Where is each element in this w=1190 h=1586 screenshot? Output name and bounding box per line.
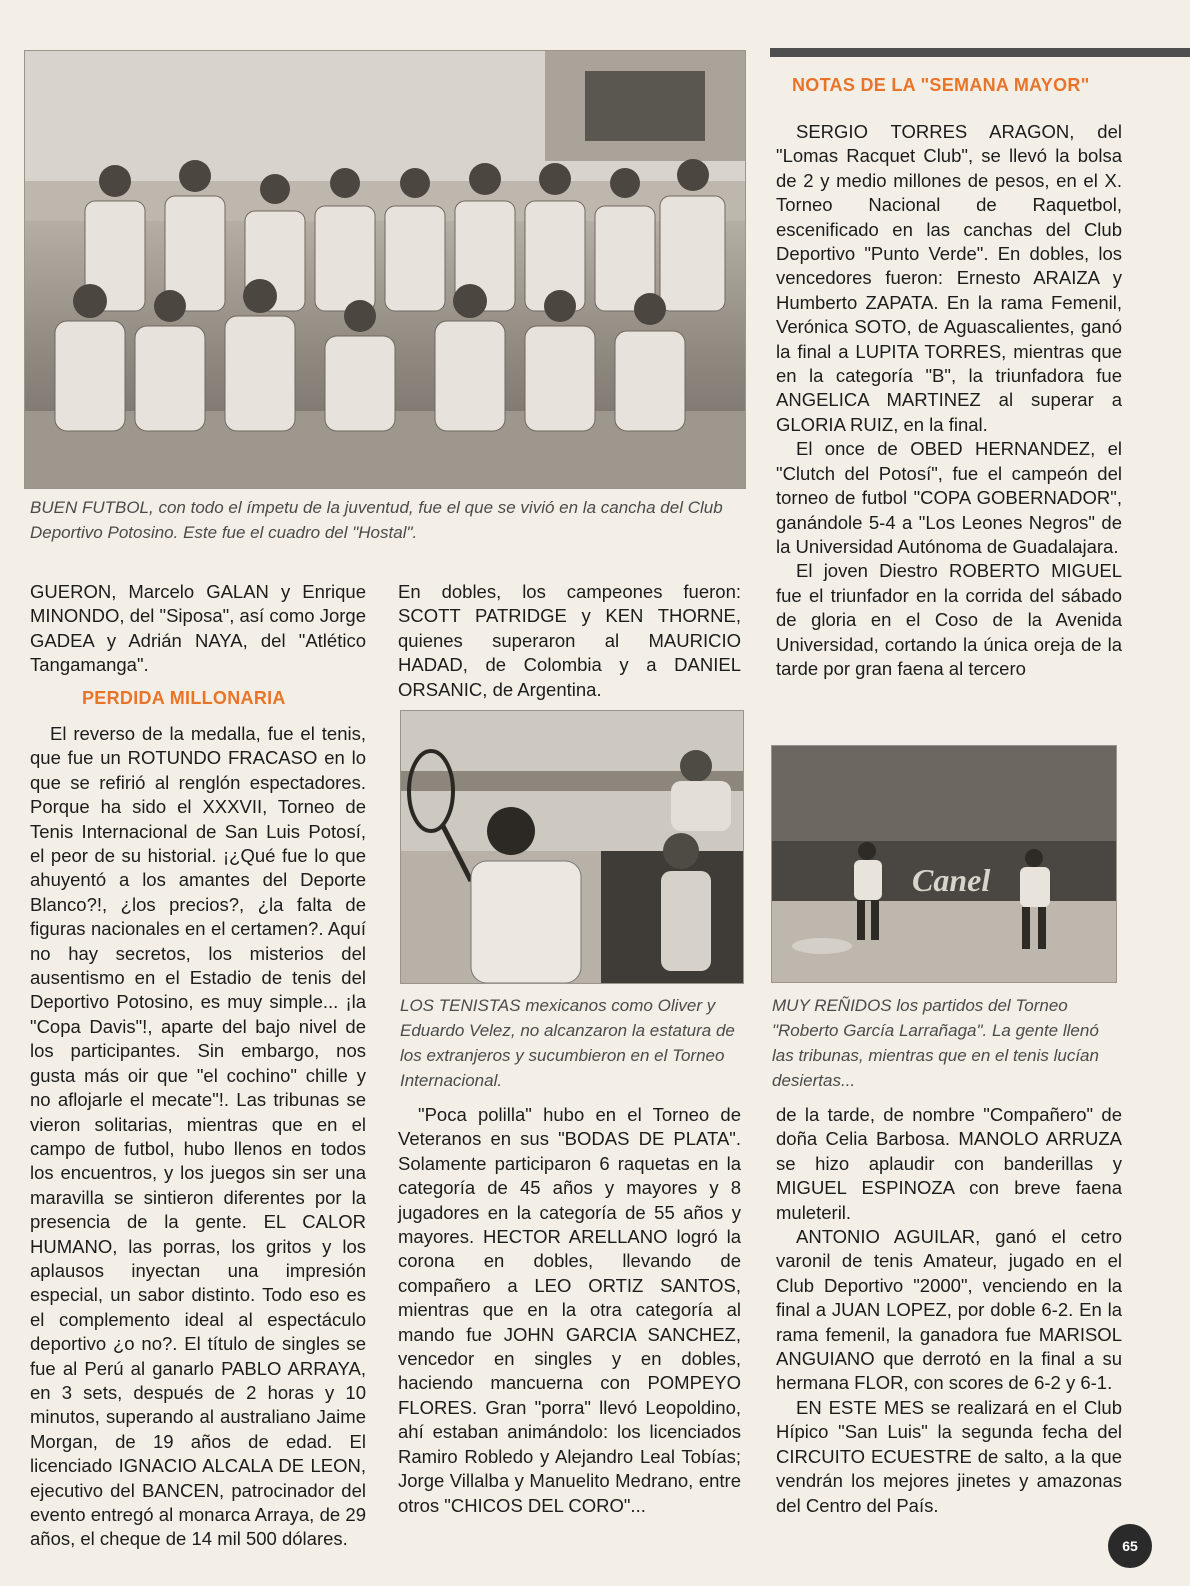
tennis-photo bbox=[400, 710, 744, 984]
column-1-top bbox=[30, 580, 366, 678]
article-text: GUERON, Marcelo GALAN y Enrique MINONDO, del "Siposa", así como Jorge GADEA y Adrián NAYA, del "Atlético Tangamanga". bbox=[30, 581, 366, 676]
tennis-photo-caption: LOS TENISTAS mexicanos como Oliver y Eduardo Velez, no alcanzaron la estatura de los extranjeros y sucumbieron en el Torneo Internacional. bbox=[400, 996, 735, 1090]
article-text: En dobles, los campeones fueron: SCOTT PATRIDGE y KEN THORNE, quienes superaron al MAURICIO HADAD, de Colombia y a DANIEL ORSANIC, de Argentina. bbox=[398, 581, 741, 700]
article-text: SERGIO TORRES ARAGON, del "Lomas Racquet Club", se llevó la bolsa de 2 y medio millones de pesos, en el X. Torneo Nacional de Raquetbol, escenificado en las canchas del Club Deportivo "Punto Verde". En dobles, los vencedores fueron: Ernesto ARAIZA y Humberto ZAPATA. En la rama Femenil, Verónica SOTO, de Aguascalientes, ganó la final a LUPITA TORRES, mientras que en la categoría "B", la triunfadora fue ANGELICA MARTINEZ al superar a GLORIA RUIZ, en la final. bbox=[776, 121, 1122, 435]
stadium-sign-text: Canel bbox=[912, 862, 991, 898]
team-photo-illustration bbox=[25, 51, 745, 488]
section-heading-perdida: PERDIDA MILLONARIA bbox=[82, 688, 286, 708]
team-photo bbox=[24, 50, 746, 489]
soccer-photo-illustration bbox=[772, 746, 1116, 982]
soccer-photo-caption: MUY REÑIDOS los partidos del Torneo "Roberto García Larrañaga". La gente llenó las tribunas, mientras que en el tenis lucían desiertas... bbox=[772, 996, 1099, 1090]
tennis-photo-illustration bbox=[401, 711, 743, 983]
article-text: El once de OBED HERNANDEZ, el "Clutch del Potosí", fue el campeón del torneo de futbol "COPA GOBERNADOR", ganándole 5-4 a "Los Leones Negros" de la Universidad Autónoma de Guadalajara. bbox=[776, 438, 1122, 557]
column-2-bottom bbox=[398, 1103, 741, 1518]
column-3-bottom bbox=[776, 1103, 1122, 1518]
column-3-top bbox=[776, 120, 1122, 681]
article-text: ANTONIO AGUILAR, ganó el cetro varonil de tenis Amateur, jugado en el Club Deportivo "2000", venciendo en la final a JUAN LOPEZ, por doble 6-2. En la rama femenil, la ganadora fue MARISOL ANGUIANO que derrotó en la final a su hermana FLOR, con scores de 6-2 y 6-1. bbox=[776, 1226, 1122, 1394]
article-text: de la tarde, de nombre "Compañero" de doña Celia Barbosa. MANOLO ARRUZA se hizo aplaudir con banderillas y MIGUEL ESPINOZA con breve faena muleteril. bbox=[776, 1104, 1122, 1223]
soccer-photo bbox=[771, 745, 1117, 983]
article-text: El joven Diestro ROBERTO MIGUEL fue el triunfador en la corrida del sábado de gloria en el Coso de la Avenida Universidad, cortando la única oreja de la tarde por gran faena al tercero bbox=[776, 560, 1122, 679]
team-photo-caption: BUEN FUTBOL, con todo el ímpetu de la juventud, fue el que se vivió en la cancha del Club Deportivo Potosino. Este fue el cuadro del "Hostal". bbox=[30, 498, 723, 542]
section-rule bbox=[770, 48, 1190, 57]
article-text: EN ESTE MES se realizará en el Club Hípico "San Luis" la segunda fecha del CIRCUITO ECUESTRE de salto, a la que vendrán los mejores jinetes y amazonas del Centro del País. bbox=[776, 1396, 1122, 1516]
page-number: 65 bbox=[1108, 1524, 1152, 1568]
article-text: "Poca polilla" hubo en el Torneo de Veteranos en sus "BODAS DE PLATA". Solamente participaron 6 raquetas en la categoría de 45 años y mayores y 8 jugadores en la categoría de 55 años y mayores. HECTOR ARELLANO logró la corona en dobles, llevando de compañero a LEO ORTIZ SANTOS, mientras que en la otra categoría al mando fue JOHN GARCIA SANCHEZ, vencedor en singles y en dobles, haciendo mancuerna con POMPEYO FLORES. Gran "porra" llevó Leopoldino, ahí estaban animándolo: los licenciados Ramiro Robledo y Alejandro Leal Tobías; Jorge Villalba y Manuelito Medrano, entre otros "CHICOS DEL CORO"... bbox=[398, 1104, 741, 1516]
section-heading-semana-mayor: NOTAS DE LA "SEMANA MAYOR" bbox=[792, 75, 1090, 95]
column-1-body bbox=[30, 722, 366, 1552]
column-2-top bbox=[398, 580, 741, 702]
article-text: El reverso de la medalla, fue el tenis, que fue un ROTUNDO FRACASO en lo que se refirió al renglón espectadores. Porque ha sido el XXXVII, Torneo de Tenis Internacional de San Luis Potosí, el peor de su historial. ¡¿Qué fue lo que ahuyentó a los amantes del Deporte Blanco?!, ¿los precios?, ¿la falta de figuras nacionales en el certamen?. Aquí no hay secretos, los misterios del ausentismo en el Estadio de tenis del Deportivo Potosino, es muy simple... ¡la "Copa Davis"!, aparte del bajo nivel de los participantes. Sin embargo, nos gusta más oir que "el cochino" chille y no aflojarle el mecate"!. Las tribunas se vieron solitarias, mientras que en el campo de futbol, hubo llenos en todos los encuentros, y los juegos sin ser una maravilla se sintieron diferentes por la presencia de la gente. EL CALOR HUMANO, las porras, los gritos y los aplausos inyectan una impresión especial, un sabor distinto. Todo eso es el complemento ideal al espectáculo deportivo ¿o no?. El título de singles se fue al Perú al ganarlo PABLO ARRAYA, en 3 sets, después de 2 horas y 10 minutos, superando al australiano Jaime Morgan, de 19 años de edad. El licenciado IGNACIO ALCALA DE LEON, ejecutivo del BANCEN, patrocinador del evento entregó al monarca Arraya, de 29 años, el cheque de 14 mil 500 dólares. bbox=[30, 723, 366, 1550]
